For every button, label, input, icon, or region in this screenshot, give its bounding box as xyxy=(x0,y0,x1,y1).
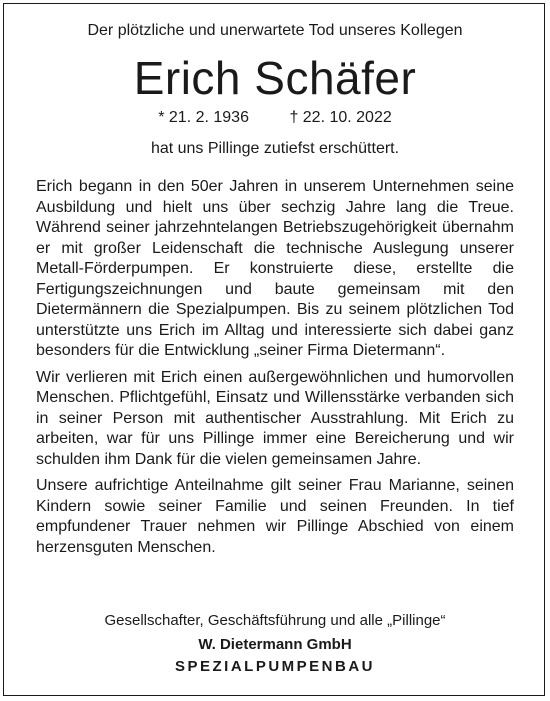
birth-date: * 21. 2. 1936 xyxy=(158,109,249,126)
company-division: SPEZIALPUMPENBAU xyxy=(174,658,375,675)
paragraph-condolence: Unsere aufrichtige Anteilnahme gilt seiner Frau Marianne, seinen Kindern sowie seiner Familie und seinen Freunden. In tief empfundener Trauer nehmen wir Pillinge Abschied von einem herzensguten Menschen. xyxy=(36,477,514,556)
notice-body xyxy=(36,177,514,564)
life-dates xyxy=(0,109,550,127)
paragraph-character: Wir verlieren mit Erich einen außergewöhnlichen und humorvollen Menschen. Pflichtgefühl, Einsatz und Willensstärke verbanden sich in seiner Person mit authentischer Ausstrahlung. Mit Erich zu arbeiten, war für uns Pillinge immer eine Bereicherung und wir schulden ihm Dank für die vielen gemeinsamen Jahre. xyxy=(36,368,514,468)
deceased-name: Erich Schäfer xyxy=(133,52,417,104)
paragraph-career: Erich begann in den 50er Jahren in unserem Unternehmen seine Ausbildung und hielt uns über sechzig Jahre lang die Treue. Während seiner jahrzehntelangen Betriebszugehörigkeit übernahm er mit großer Leidenschaft die technische Auslegung unserer Metall-Förderpumpen. Er konstruierte diese, erstellte die Fertigungszeichnungen und baute gemeinsam mit den Dietermännern die Spezialpumpen. Bis zu seinem plötzlichen Tod unterstützte uns Erich im Alltag und interessierte sich dabei ganz besonders für die Entwicklung „seiner Firma Dietermann“. xyxy=(36,178,514,359)
signers-line: Gesellschafter, Geschäftsführung und alle „Pillinge“ xyxy=(104,612,446,629)
death-date: † 22. 10. 2022 xyxy=(289,109,392,126)
shock-line: hat uns Pillinge zutiefst erschüttert. xyxy=(150,140,400,157)
intro-line: Der plötzliche und unerwartete Tod unseres Kollegen xyxy=(87,22,463,39)
company-name: W. Dietermann GmbH xyxy=(198,636,352,653)
